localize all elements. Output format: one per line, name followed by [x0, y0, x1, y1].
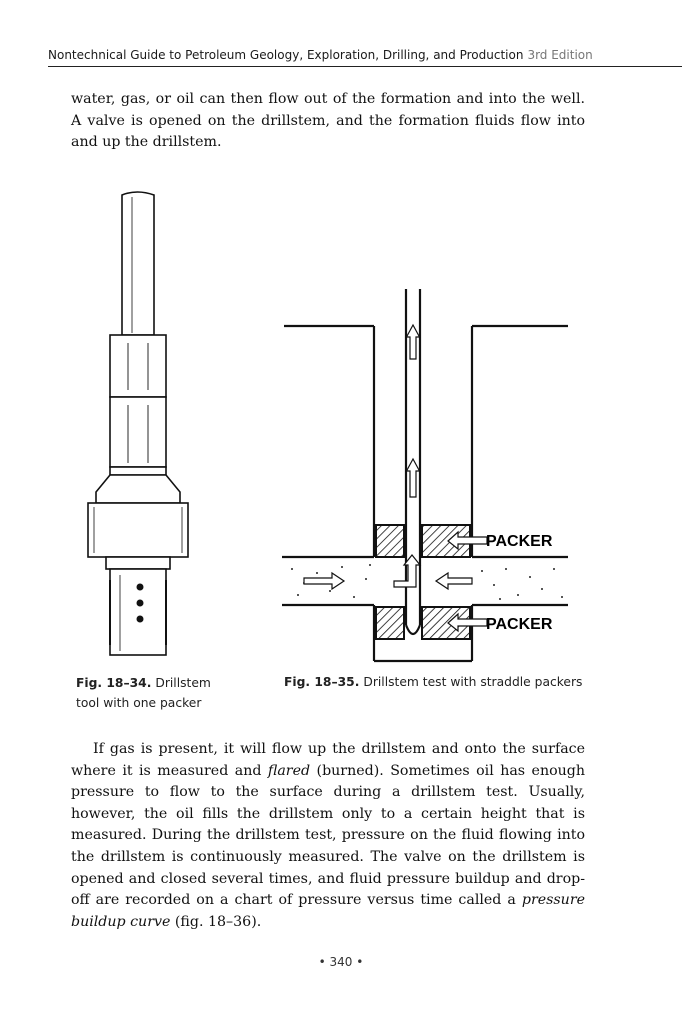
page-number: • 340 •	[318, 955, 364, 969]
paragraph-2-part-2: (burned). Sometimes oil has enough pressure to flow to the surface during a drillstem test. Usually, however, the oil fills the drillstem only to a certain height that is measured. During the drillstem test, pressure on the fluid flowing into the drillstem is continuously measured. The valve on the drillstem is opened and closed several times, and fluid pressure buildup and drop-off are recorded on a chart of pressure versus time called a	[71, 762, 585, 909]
term-flared: flared	[267, 762, 311, 779]
figure-2-caption-text: Drillstem test with straddle packers	[363, 675, 583, 689]
packer-top-label: PACKER	[486, 533, 553, 550]
edition-label: 3rd Edition	[527, 48, 593, 62]
paragraph-2	[71, 739, 585, 933]
running-header	[48, 48, 682, 62]
figure-2-caption	[284, 672, 604, 692]
paragraph-1: water, gas, or oil can then flow out of the formation and into the well. A valve is opened on the drillstem, and the formation fluids flow into and up the drillstem.	[71, 91, 585, 151]
figure-1-label: Fig. 18–34.	[76, 676, 152, 690]
paragraph-2-part-1: If gas is present, it will flow up the drillstem and onto the surface where it is measured and	[71, 741, 585, 779]
packer-bottom-label: PACKER	[486, 616, 553, 633]
straddle-packer-figure	[282, 285, 572, 665]
drillstem-tool-figure	[80, 185, 210, 665]
header-rule	[48, 66, 682, 67]
figure-1-caption	[76, 673, 236, 713]
term-pressure-buildup-curve: pressure buildup curve	[71, 892, 585, 930]
paragraph-2-part-3: (fig. 18–36).	[170, 913, 262, 930]
figure-1-caption-text: Drillstem tool with one packer	[76, 676, 211, 710]
book-title: Nontechnical Guide to Petroleum Geology, Exploration, Drilling, and Production	[48, 48, 524, 62]
figure-2-label: Fig. 18–35.	[284, 675, 360, 689]
